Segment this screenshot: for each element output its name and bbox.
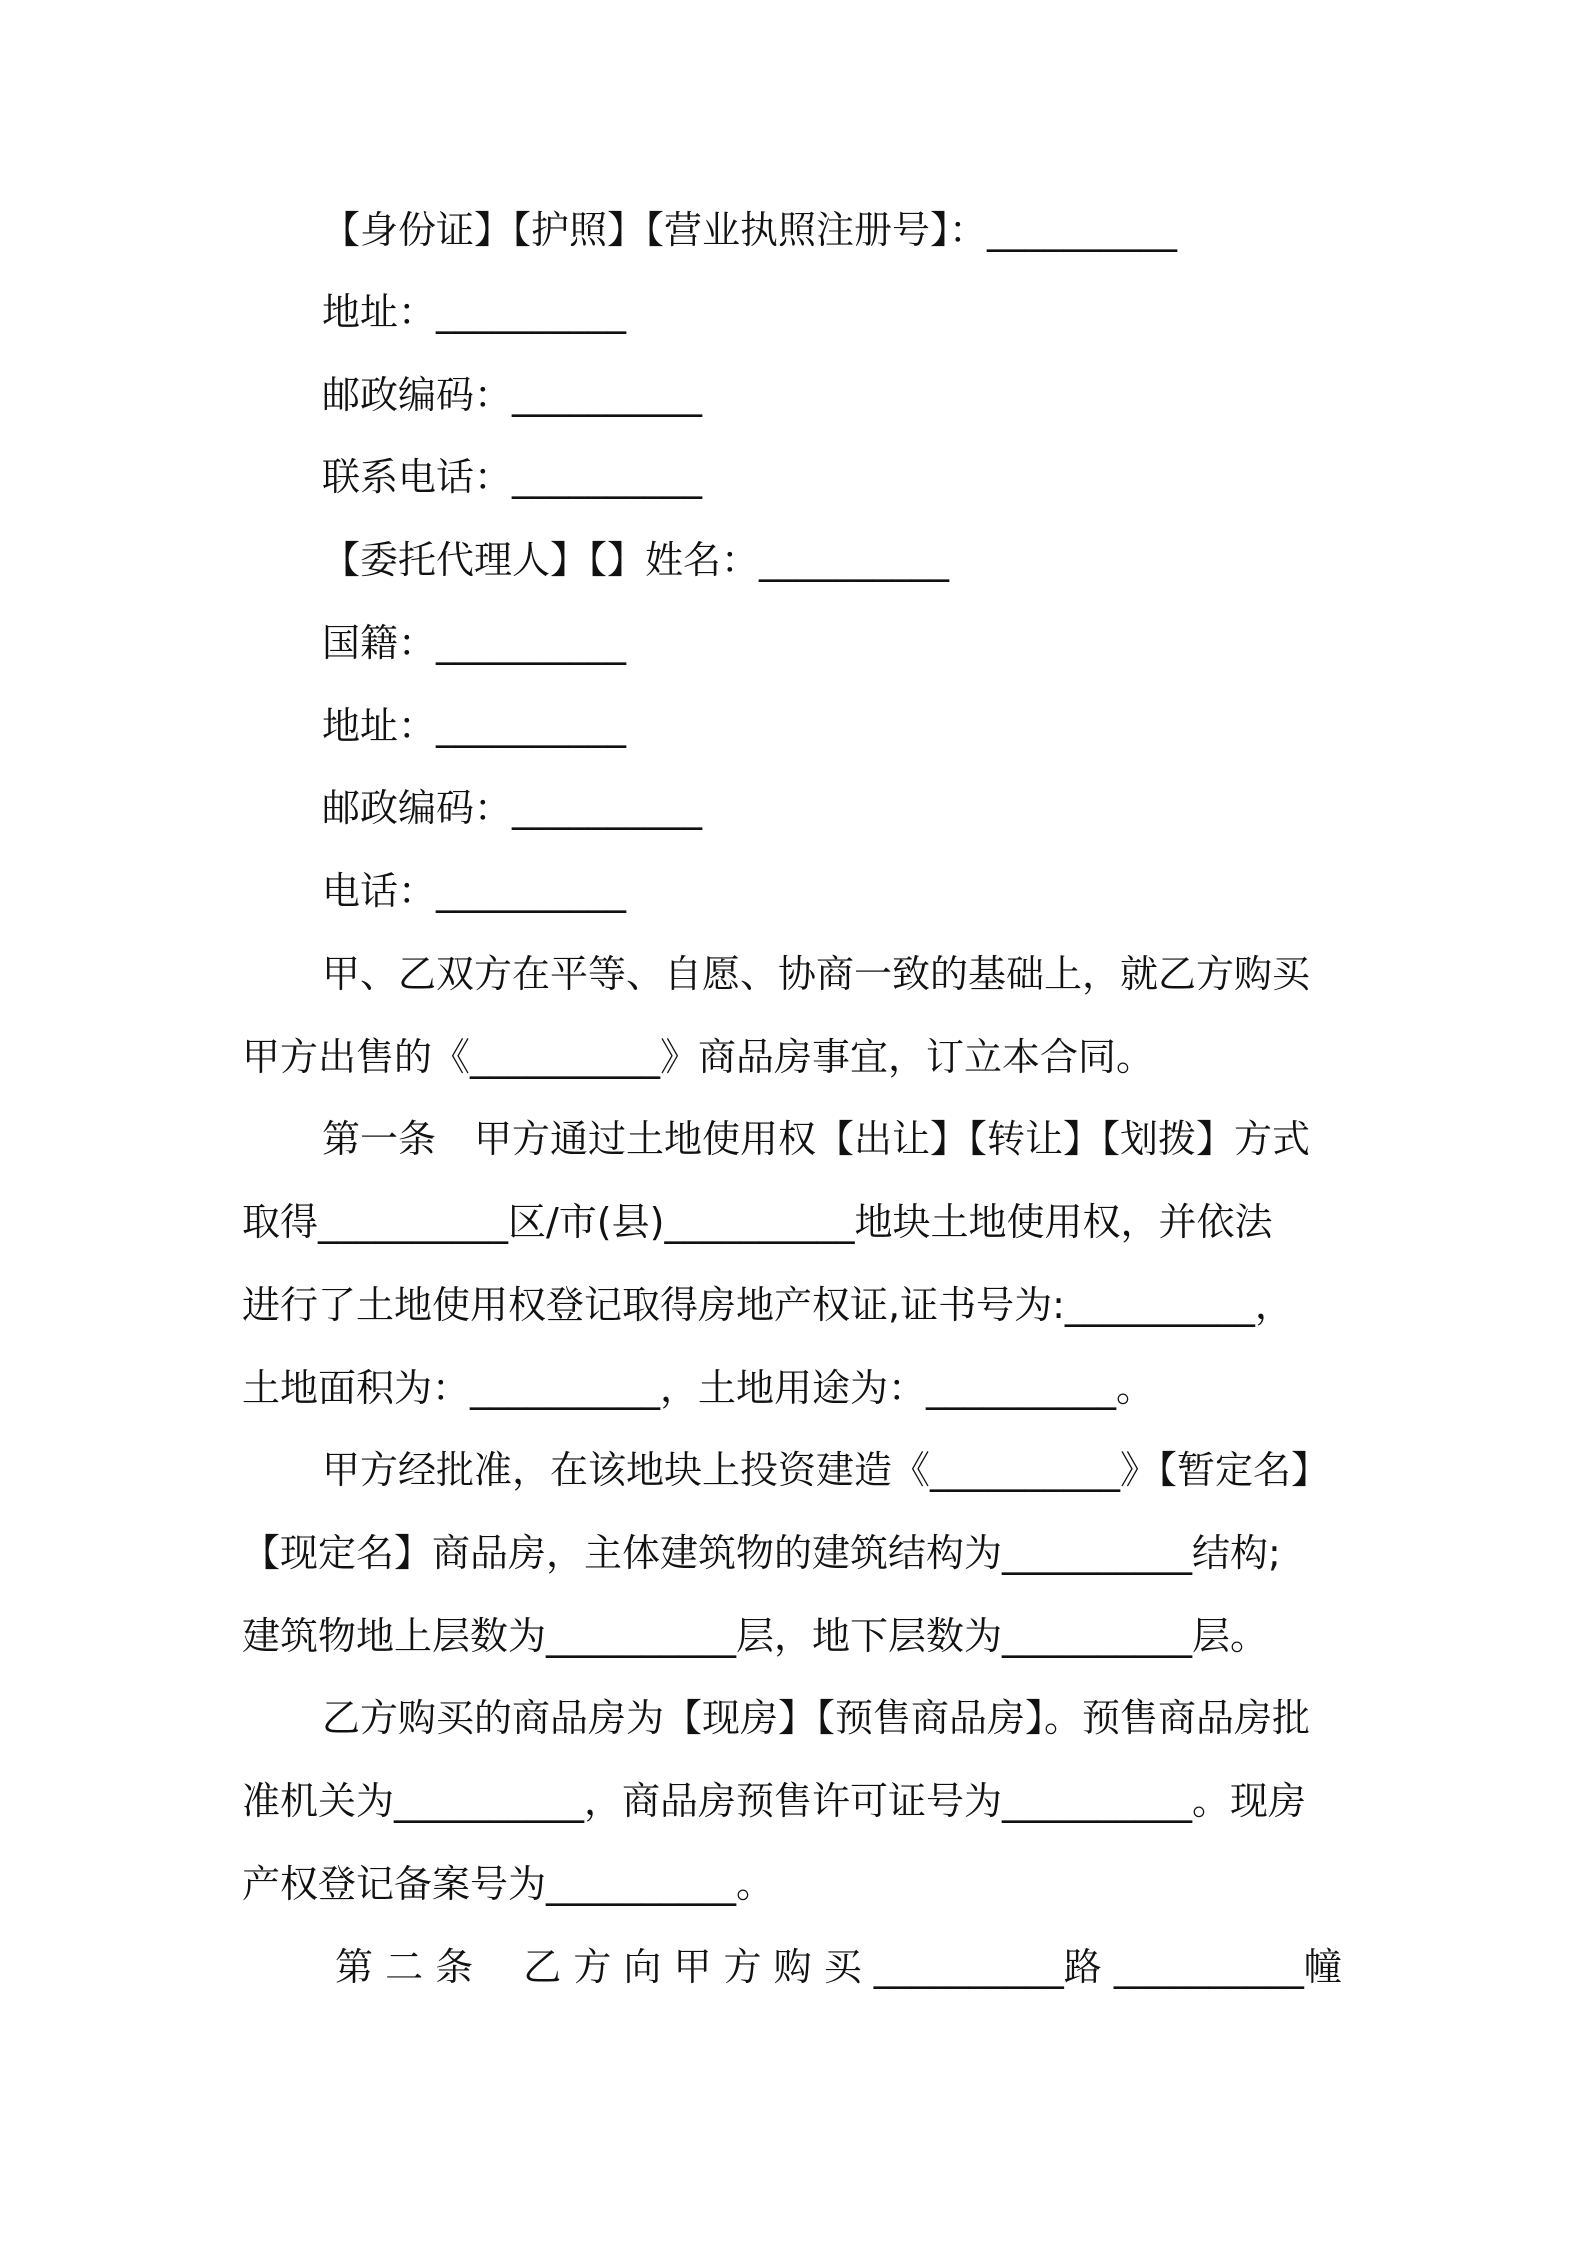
article-1-line-1: 第一条 甲方通过土地使用权【出让】【转让】【划拨】方式 <box>322 1117 1311 1161</box>
construction-line-2: 【现定名】商品房，主体建筑物的建筑结构为__________结构; <box>242 1531 1281 1575</box>
preamble-line-1: 甲、乙双方在平等、自愿、协商一致的基础上，就乙方购买 <box>322 952 1311 996</box>
agent-address-line: 地址：__________ <box>322 704 627 748</box>
agent-name-line: 【委托代理人】【】姓名：__________ <box>322 538 950 582</box>
presale-line-2: 准机关为__________，商品房预售许可证号为__________。现房 <box>242 1779 1307 1823</box>
article-1-line-4: 土地面积为：__________，土地用途为：__________。 <box>242 1366 1155 1410</box>
article-1-line-2: 取得__________区/市(县)__________地块土地使用权，并依法 <box>242 1200 1273 1244</box>
agent-postal-code-line: 邮政编码：__________ <box>322 786 703 830</box>
preamble-line-2: 甲方出售的《__________》商品房事宜，订立本合同。 <box>242 1035 1155 1079</box>
construction-line-3: 建筑物地上层数为__________层，地下层数为__________层。 <box>242 1614 1269 1658</box>
construction-line-1: 甲方经批准，在该地块上投资建造《__________》【暂定名】 <box>322 1448 1330 1492</box>
article-1-line-3: 进行了土地使用权登记取得房地产权证,证书号为:__________， <box>242 1283 1293 1327</box>
agent-phone-line: 电话：__________ <box>322 869 627 913</box>
address-line: 地址：__________ <box>322 290 627 334</box>
article-2-line-1: 第 二 条 乙 方 向 甲 方 购 买 __________路 __________幢 <box>335 1945 1342 1989</box>
nationality-line: 国籍：__________ <box>322 621 627 665</box>
postal-code-line: 邮政编码：__________ <box>322 373 703 417</box>
presale-line-1: 乙方购买的商品房为【现房】【预售商品房】。预售商品房批 <box>322 1696 1311 1740</box>
contact-phone-line: 联系电话：__________ <box>322 455 703 499</box>
presale-line-3: 产权登记备案号为__________。 <box>242 1862 775 1906</box>
id-number-line: 【身份证】【护照】【营业执照注册号】：__________ <box>322 208 1178 252</box>
